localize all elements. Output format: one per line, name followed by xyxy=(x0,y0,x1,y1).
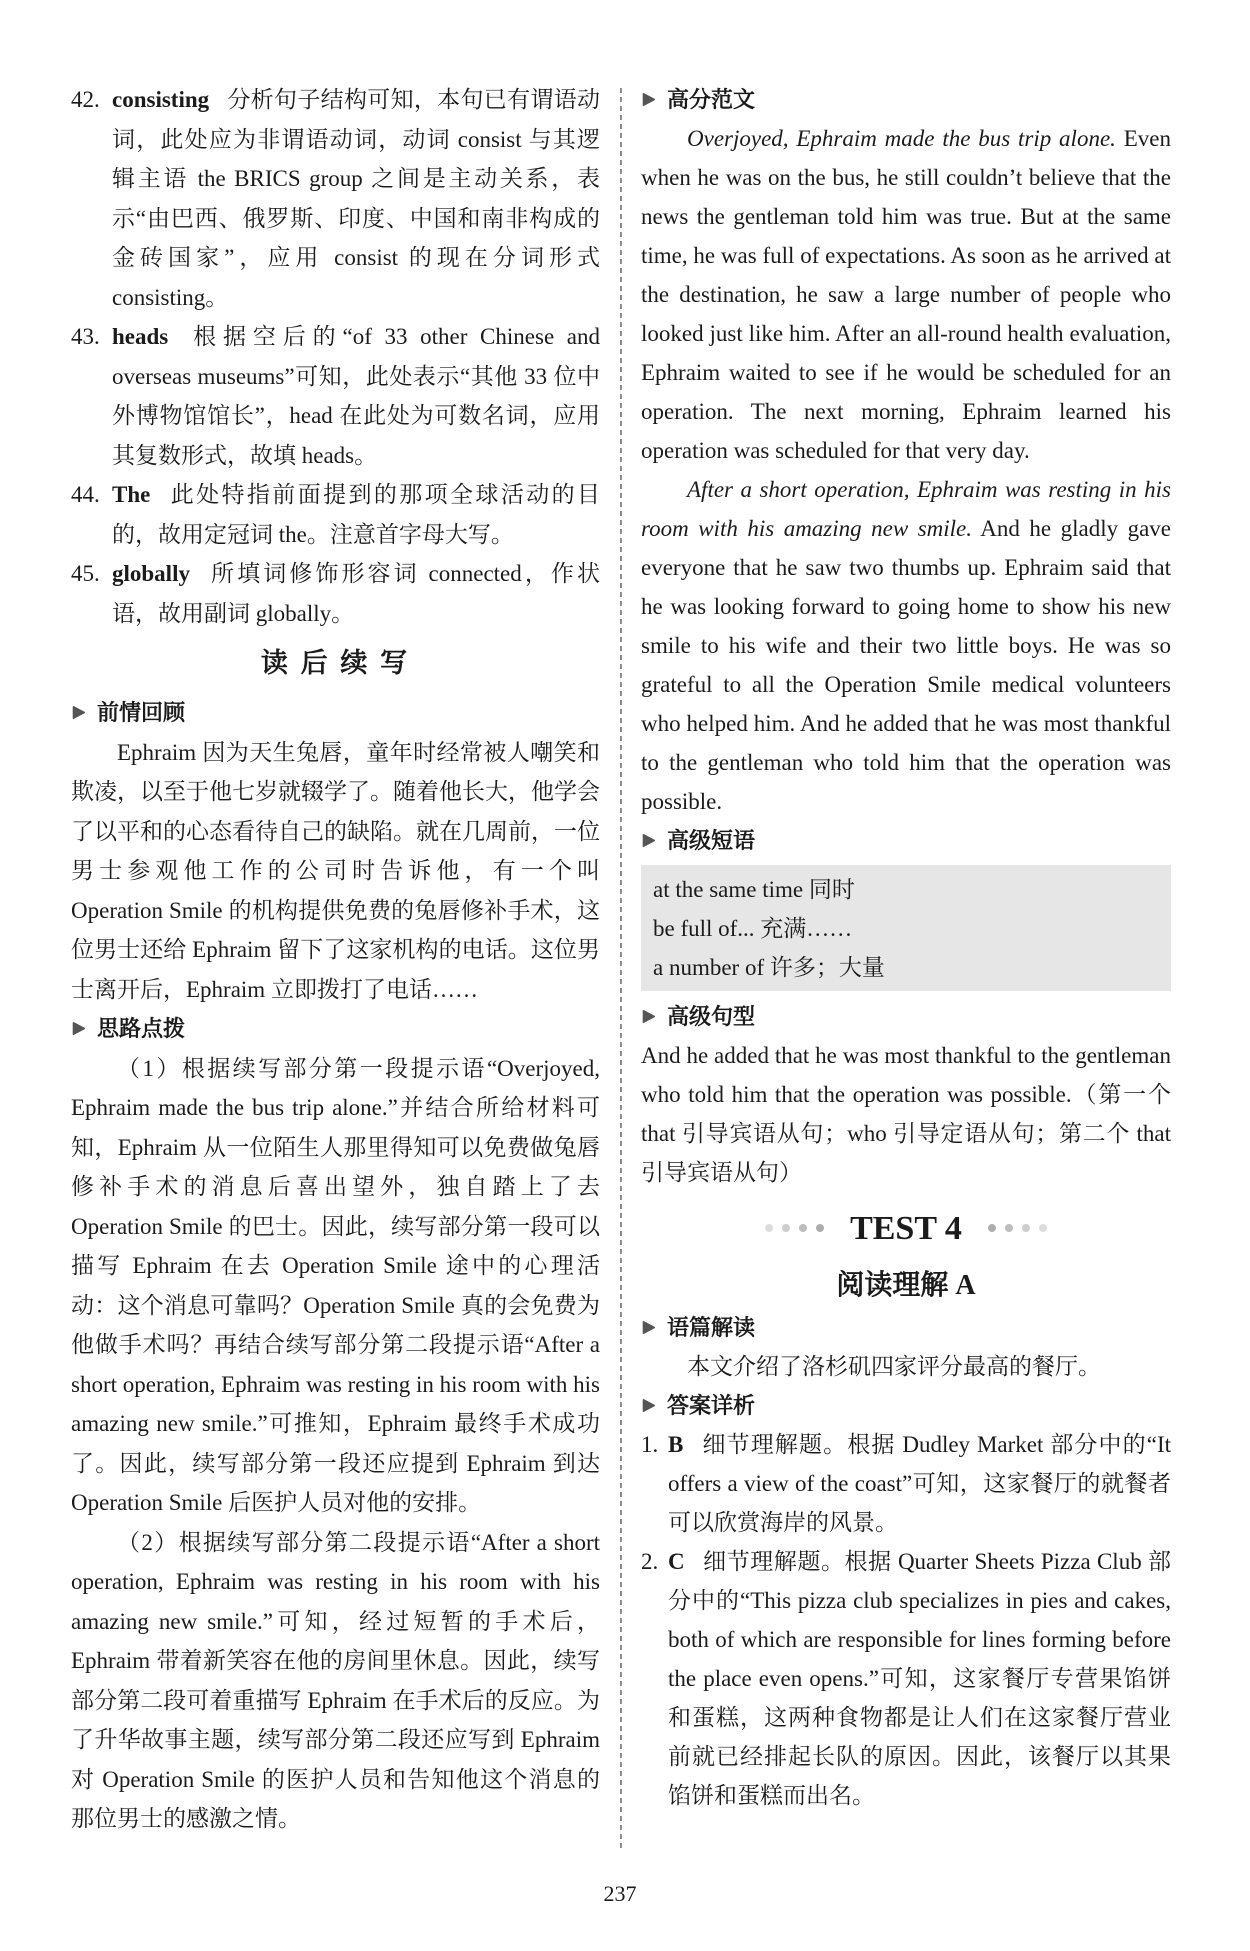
section-arrow-icon xyxy=(71,1021,86,1036)
section-label-text: 高级句型 xyxy=(667,1004,756,1029)
section-label-answer-details xyxy=(641,1386,1171,1425)
section-label-text: 答案详析 xyxy=(667,1393,756,1418)
answer-choice: B xyxy=(668,1432,684,1457)
answer-choice: C xyxy=(668,1549,685,1574)
section-arrow-icon xyxy=(641,1009,656,1024)
answer-explanation: 所填词修饰形容词 connected，作状语，故用副词 globally。 xyxy=(112,561,600,626)
phrase-item: a number of 许多；大量 xyxy=(653,955,885,980)
section-arrow-icon xyxy=(641,1398,656,1413)
answer-word: The xyxy=(112,482,151,507)
section-label-passage-summary xyxy=(641,1308,1171,1347)
essay-body: Even when he was on the bus, he still couldn’t believe that the news the gentleman told him was true. But at the same time, he was full of expectations. As soon as he arrived at the destination, he saw a large number of people who looked just like him. After an all-round health evaluation, Ephraim waited to see if he would be scheduled for an operation. The next morning, Ephraim learned his operation was scheduled for that very day. xyxy=(641,126,1172,463)
answer-detail-item xyxy=(641,1542,1171,1815)
answer-number: 2. xyxy=(641,1549,659,1574)
phrase-item: be full of... 充满…… xyxy=(653,916,853,941)
answer-number: 42. xyxy=(71,87,100,112)
decorative-dot xyxy=(1039,1224,1047,1232)
section-label-text: 思路点拨 xyxy=(97,1016,186,1041)
answer-detail-item xyxy=(641,1425,1171,1542)
section-label-text: 高级短语 xyxy=(667,828,756,853)
essay-paragraph-2 xyxy=(641,470,1171,821)
decorative-dot xyxy=(782,1224,790,1232)
decorative-dot xyxy=(765,1224,773,1232)
reading-comprehension-title: 阅读理解 A xyxy=(836,1270,976,1301)
section-arrow-icon xyxy=(641,92,656,107)
right-column xyxy=(641,80,1171,1815)
recap-paragraph: Ephraim 因为天生兔唇，童年时经常被人嘲笑和欺凌，以至于他七岁就辍学了。随着他长大，他学会了以平和的心态看待自己的缺陷。就在几周前，一位男士参观他工作的公司时告诉他，有一个叫 Operation Smile 的机构提供免费的兔唇修补手术，这位男士还给 Ephraim 留下了这家机构的电话。这位男士离开后，Ephraim 立即拨打了电话…… xyxy=(71,739,600,1002)
section-arrow-icon xyxy=(641,833,656,848)
decorative-dot xyxy=(816,1224,824,1232)
answer-number: 44. xyxy=(71,482,100,507)
sentence-pattern-text: And he added that he was most thankful to the gentleman who told him that the operation was possible.（第一个 that 引导宾语从句；who 引导定语从句；第二个 that 引导宾语从句） xyxy=(641,1043,1171,1185)
essay-paragraph-1 xyxy=(641,119,1171,470)
answer-explanation: 根据空后的“of 33 other Chinese and overseas museums”可知，此处表示“其他 33 位中外博物馆馆长”，head 在此处为可数名词，应用其复数形式，故填 heads。 xyxy=(112,324,600,468)
continuation-writing-title: 读 后 续 写 xyxy=(260,648,411,678)
answer-explanation: 此处特指前面提到的那项全球活动的目的，故用定冠词 the。注意首字母大写。 xyxy=(112,482,600,547)
decorative-dot xyxy=(1022,1224,1030,1232)
answer-explanation: 细节理解题。根据 Dudley Market 部分中的“It offers a view of the coast”可知，这家餐厅的就餐者可以欣赏海岸的风景。 xyxy=(668,1432,1171,1535)
section-label-hints xyxy=(71,1009,600,1049)
answer-explanation: 细节理解题。根据 Quarter Sheets Pizza Club 部分中的“This pizza club specializes in pies and cakes, both of which are responsible for lines forming before the place even opens.”可知，这家餐厅专营果馅饼和蛋糕，这两种食物都是让人们在这家餐厅营业前就已经排起长队的原因。因此，该餐厅以其果馅饼和蛋糕而出名。 xyxy=(668,1549,1171,1808)
section-label-text: 高分范文 xyxy=(667,87,756,112)
passage-summary-text: 本文介绍了洛杉矶四家评分最高的餐厅。 xyxy=(687,1354,1101,1379)
answer-explanation: 分析句子结构可知，本句已有谓语动词，此处应为非谓语动词，动词 consist 与其逻辑主语 the BRICS group 之间是主动关系，表示“由巴西、俄罗斯、印度、中国和南非构成的金砖国家”，应用 consist 的现在分词形式 consisting。 xyxy=(112,87,600,310)
answer-number: 45. xyxy=(71,561,100,586)
essay-lead-sentence: Overjoyed, Ephraim made the bus trip alone. xyxy=(687,126,1116,151)
decorative-dot xyxy=(1005,1224,1013,1232)
decorative-dot xyxy=(799,1224,807,1232)
column-divider xyxy=(620,88,622,1850)
answer-word: globally xyxy=(112,561,190,586)
page-number: 237 xyxy=(603,1881,637,1906)
section-arrow-icon xyxy=(71,705,86,720)
decorative-dots-right xyxy=(984,1224,1052,1232)
section-label-sentence-pattern xyxy=(641,997,1171,1036)
decorative-dots-left xyxy=(760,1224,828,1232)
hint-paragraph-2: （2）根据续写部分第二段提示语“After a short operation, Ephraim was resting in his room with his amazing new smile.”可知，经过短暂的手术后，Ephraim 带着新笑容在他的房间里休息。因此，续写部分第二段可着重描写 Ephraim 在手术后的反应。为了升华故事主题，续写部分第二段还应写到 Ephraim 对 Operation Smile 的医护人员和告知他这个消息的那位男士的感激之情。 xyxy=(71,1529,600,1831)
section-arrow-icon xyxy=(641,1320,656,1335)
phrase-box xyxy=(641,865,1171,991)
left-column xyxy=(71,80,600,1839)
answer-word: consisting xyxy=(112,87,210,112)
test-title-text: TEST 4 xyxy=(850,1209,962,1247)
section-label-recap xyxy=(71,693,600,733)
answer-number: 1. xyxy=(641,1432,659,1457)
answer-item xyxy=(71,554,600,633)
answer-item xyxy=(71,317,600,475)
section-label-text: 语篇解读 xyxy=(667,1315,756,1340)
decorative-dot xyxy=(988,1224,996,1232)
essay-lead-sentence: After a short operation, Ephraim was resting in his room with his amazing new smile. xyxy=(641,477,1171,541)
answer-item xyxy=(71,80,600,317)
hint-paragraph-1: （1）根据续写部分第一段提示语“Overjoyed, Ephraim made the bus trip alone.”并结合所给材料可知，Ephraim 从一位陌生人那里得知可以免费做兔唇修补手术的消息后喜出望外，独自踏上了去 Operation Smile 的巴士。因此，续写部分第一段可以描写 Ephraim 在去 Operation Smile 途中的心理活动：这个消息可靠吗？Operation Smile 真的会免费为他做手术吗？再结合续写部分第二段提示语“After a short operation, Ephraim was resting in his room with his amazing new smile.”可推知，Ephraim 最终手术成功了。因此，续写部分第一段还应提到 Ephraim 到达 Operation Smile 后医护人员对他的安排。 xyxy=(71,1055,600,1515)
section-label-phrases xyxy=(641,821,1171,860)
test-title xyxy=(641,1192,1171,1264)
section-label-model-essay xyxy=(641,80,1171,119)
answer-word: heads xyxy=(112,324,169,349)
essay-body: And he gladly gave everyone that he saw two thumbs up. Ephraim said that he was looking forward to going home to show his new smile to his wife and their two little boys. He was so grateful to all the Operation Smile medical volunteers who helped him. And he added that he was most thankful to the gentleman who told him that the operation was possible. xyxy=(641,516,1172,814)
section-label-text: 前情回顾 xyxy=(97,700,186,725)
answer-number: 43. xyxy=(71,324,100,349)
phrase-item: at the same time 同时 xyxy=(653,877,855,902)
answer-item xyxy=(71,475,600,554)
